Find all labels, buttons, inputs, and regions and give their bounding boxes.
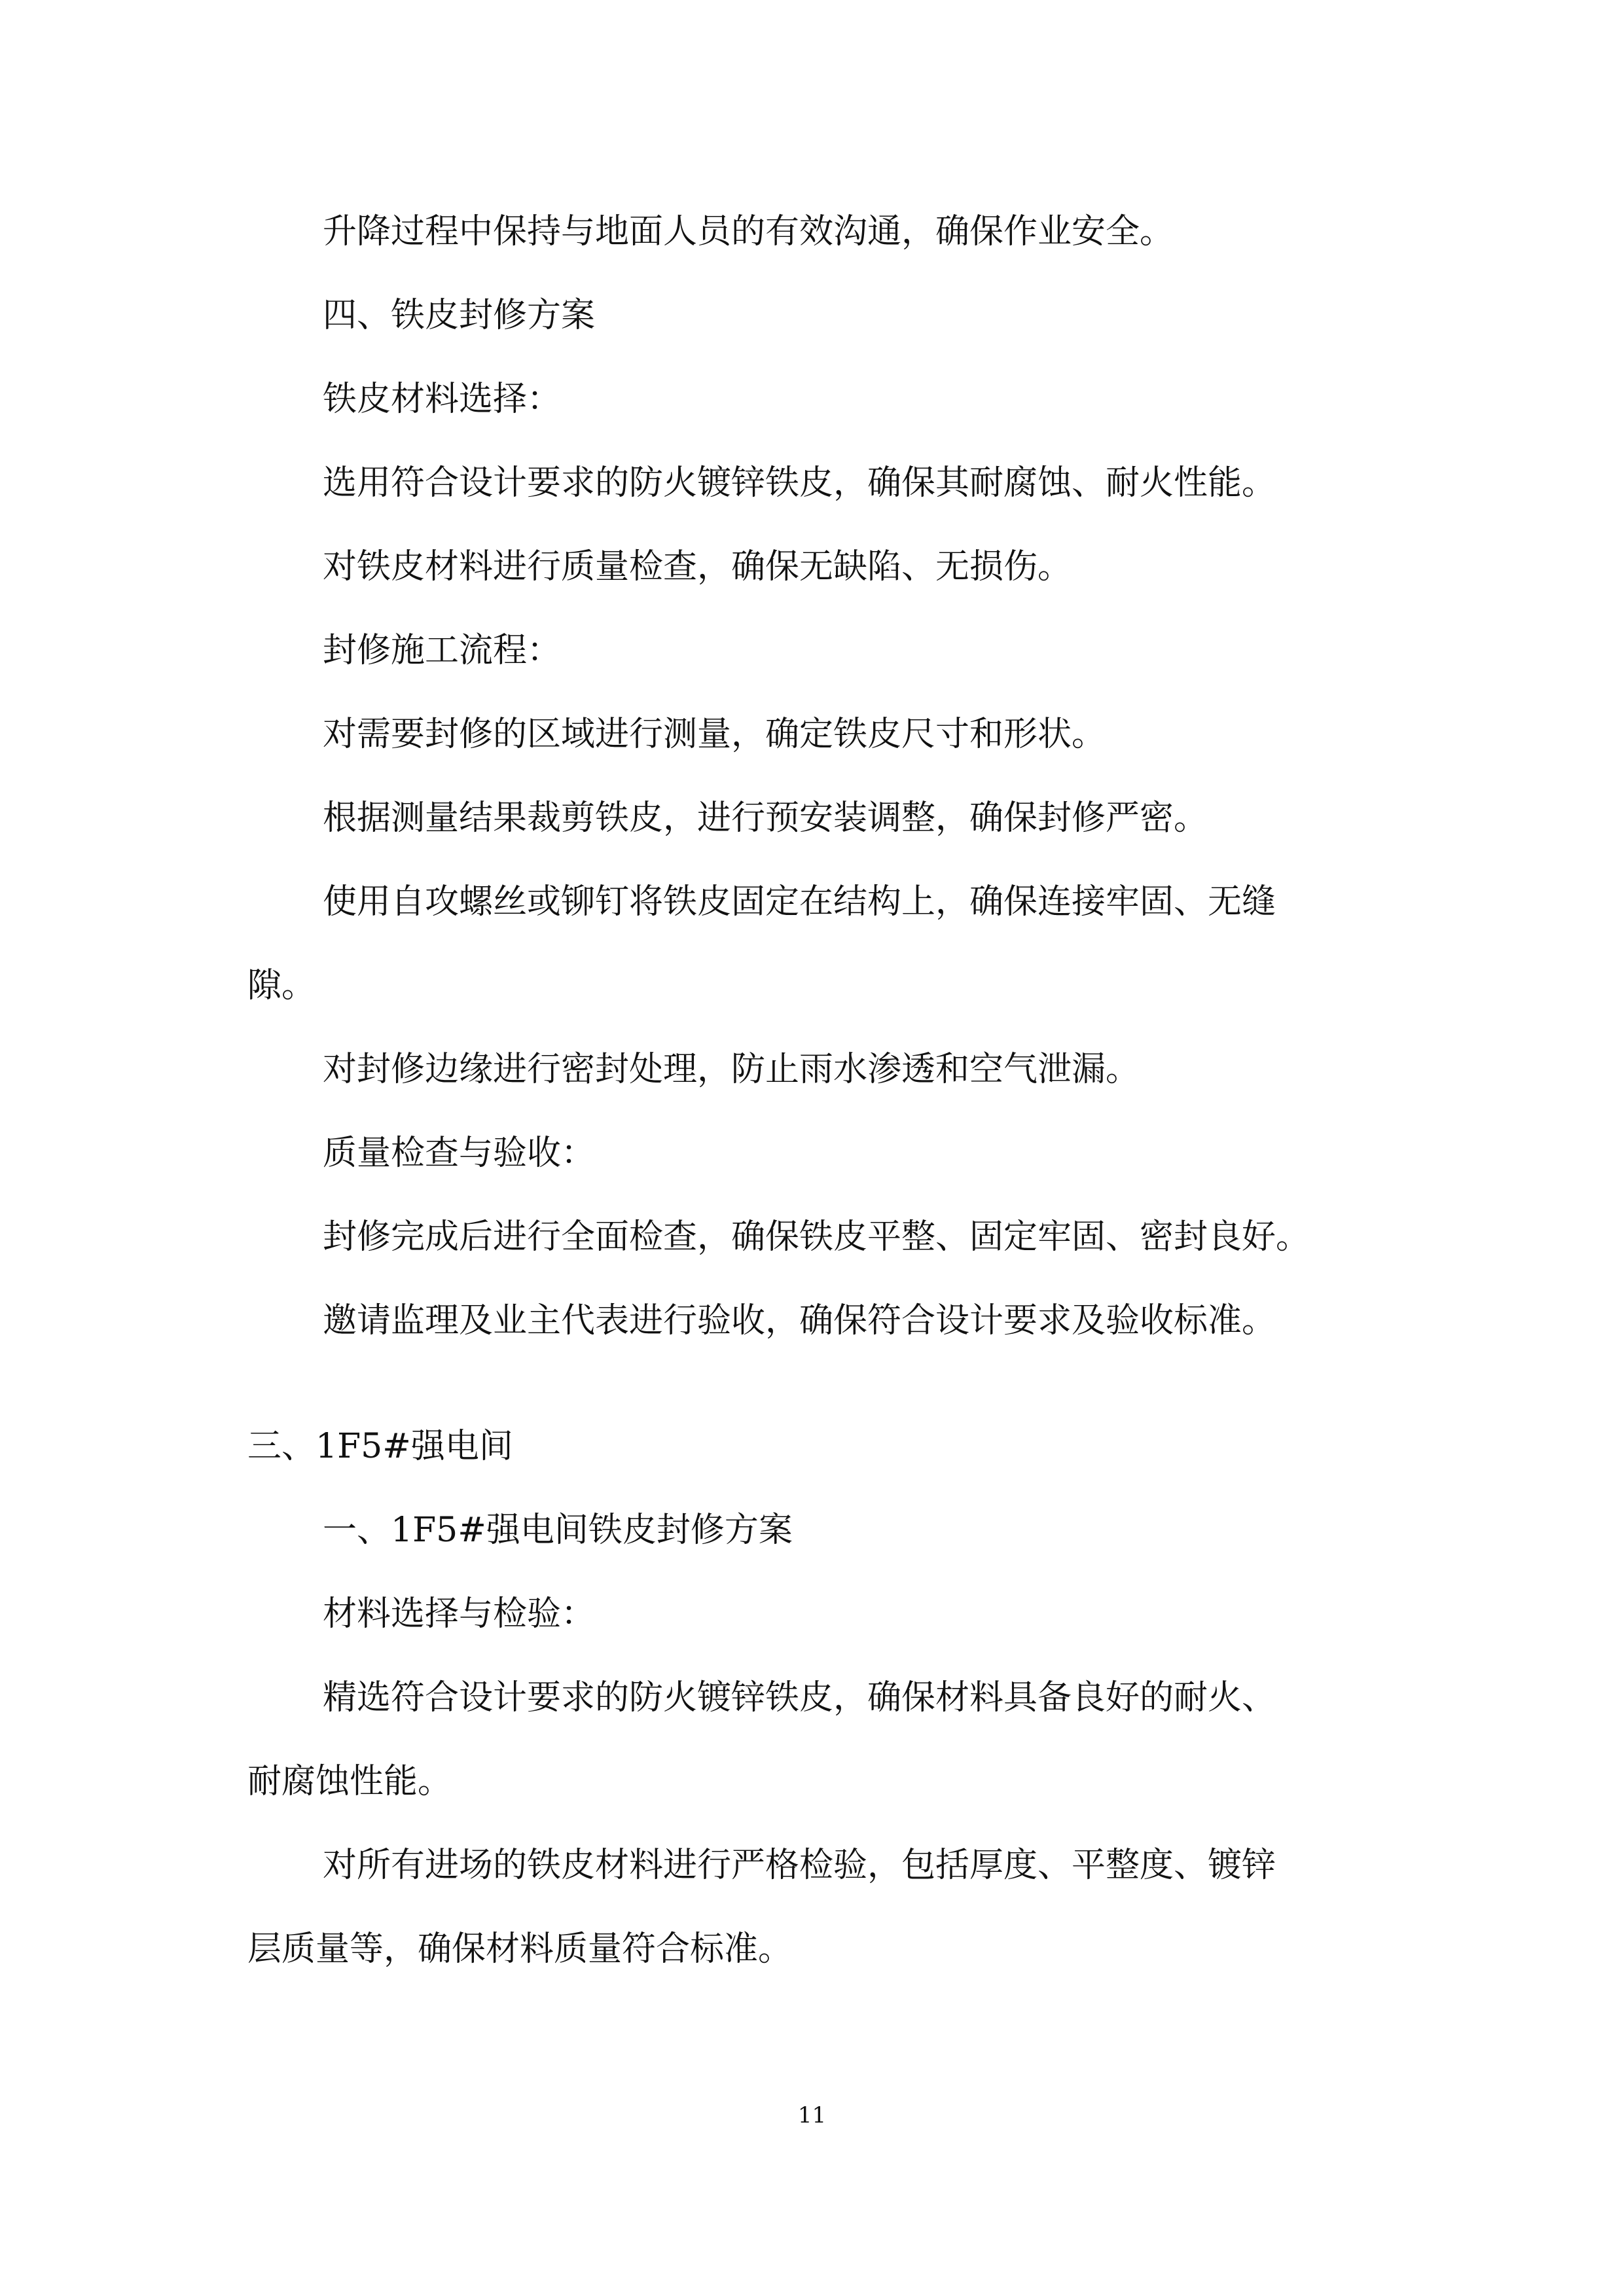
- paragraph-line: 邀请监理及业主代表进行验收，确保符合设计要求及验收标准。: [323, 1301, 1276, 1340]
- subsection-heading: 铁皮材料选择：: [323, 380, 562, 419]
- paragraph-line: 使用自攻螺丝或铆钉将铁皮固定在结构上，确保连接牢固、无缝: [323, 882, 1276, 922]
- paragraph-line-continuation: 层质量等，确保材料质量符合标准。: [247, 1929, 793, 1969]
- chapter-heading: 三、1F5#强电间: [247, 1427, 513, 1466]
- paragraph-line: 升降过程中保持与地面人员的有效沟通，确保作业安全。: [323, 212, 1174, 251]
- section-heading: 一、1F5#强电间铁皮封修方案: [323, 1511, 793, 1550]
- subsection-heading: 材料选择与检验：: [323, 1594, 596, 1634]
- page-number: 11: [797, 2102, 827, 2128]
- paragraph-line: 根据测量结果裁剪铁皮，进行预安装调整，确保封修严密。: [323, 798, 1208, 838]
- subsection-heading: 封修施工流程：: [323, 631, 562, 670]
- paragraph-line: 对需要封修的区域进行测量，确定铁皮尺寸和形状。: [323, 715, 1106, 754]
- paragraph-line: 对铁皮材料进行质量检查，确保无缺陷、无损伤。: [323, 547, 1072, 586]
- paragraph-line: 选用符合设计要求的防火镀锌铁皮，确保其耐腐蚀、耐火性能。: [323, 463, 1276, 503]
- paragraph-line: 封修完成后进行全面检查，确保铁皮平整、固定牢固、密封良好。: [323, 1217, 1310, 1257]
- paragraph-line: 对封修边缘进行密封处理，防止雨水渗透和空气泄漏。: [323, 1050, 1140, 1089]
- paragraph-line-continuation: 隙。: [247, 966, 316, 1005]
- paragraph-line: 精选符合设计要求的防火镀锌铁皮，确保材料具备良好的耐火、: [323, 1678, 1276, 1717]
- paragraph-line-continuation: 耐腐蚀性能。: [247, 1762, 452, 1801]
- section-heading: 四、铁皮封修方案: [323, 296, 596, 335]
- paragraph-line: 对所有进场的铁皮材料进行严格检验，包括厚度、平整度、镀锌: [323, 1846, 1276, 1885]
- body-text: [247, 211, 1380, 2012]
- section-spacer: [247, 1384, 1380, 1426]
- subsection-heading: 质量检查与验收：: [323, 1134, 596, 1173]
